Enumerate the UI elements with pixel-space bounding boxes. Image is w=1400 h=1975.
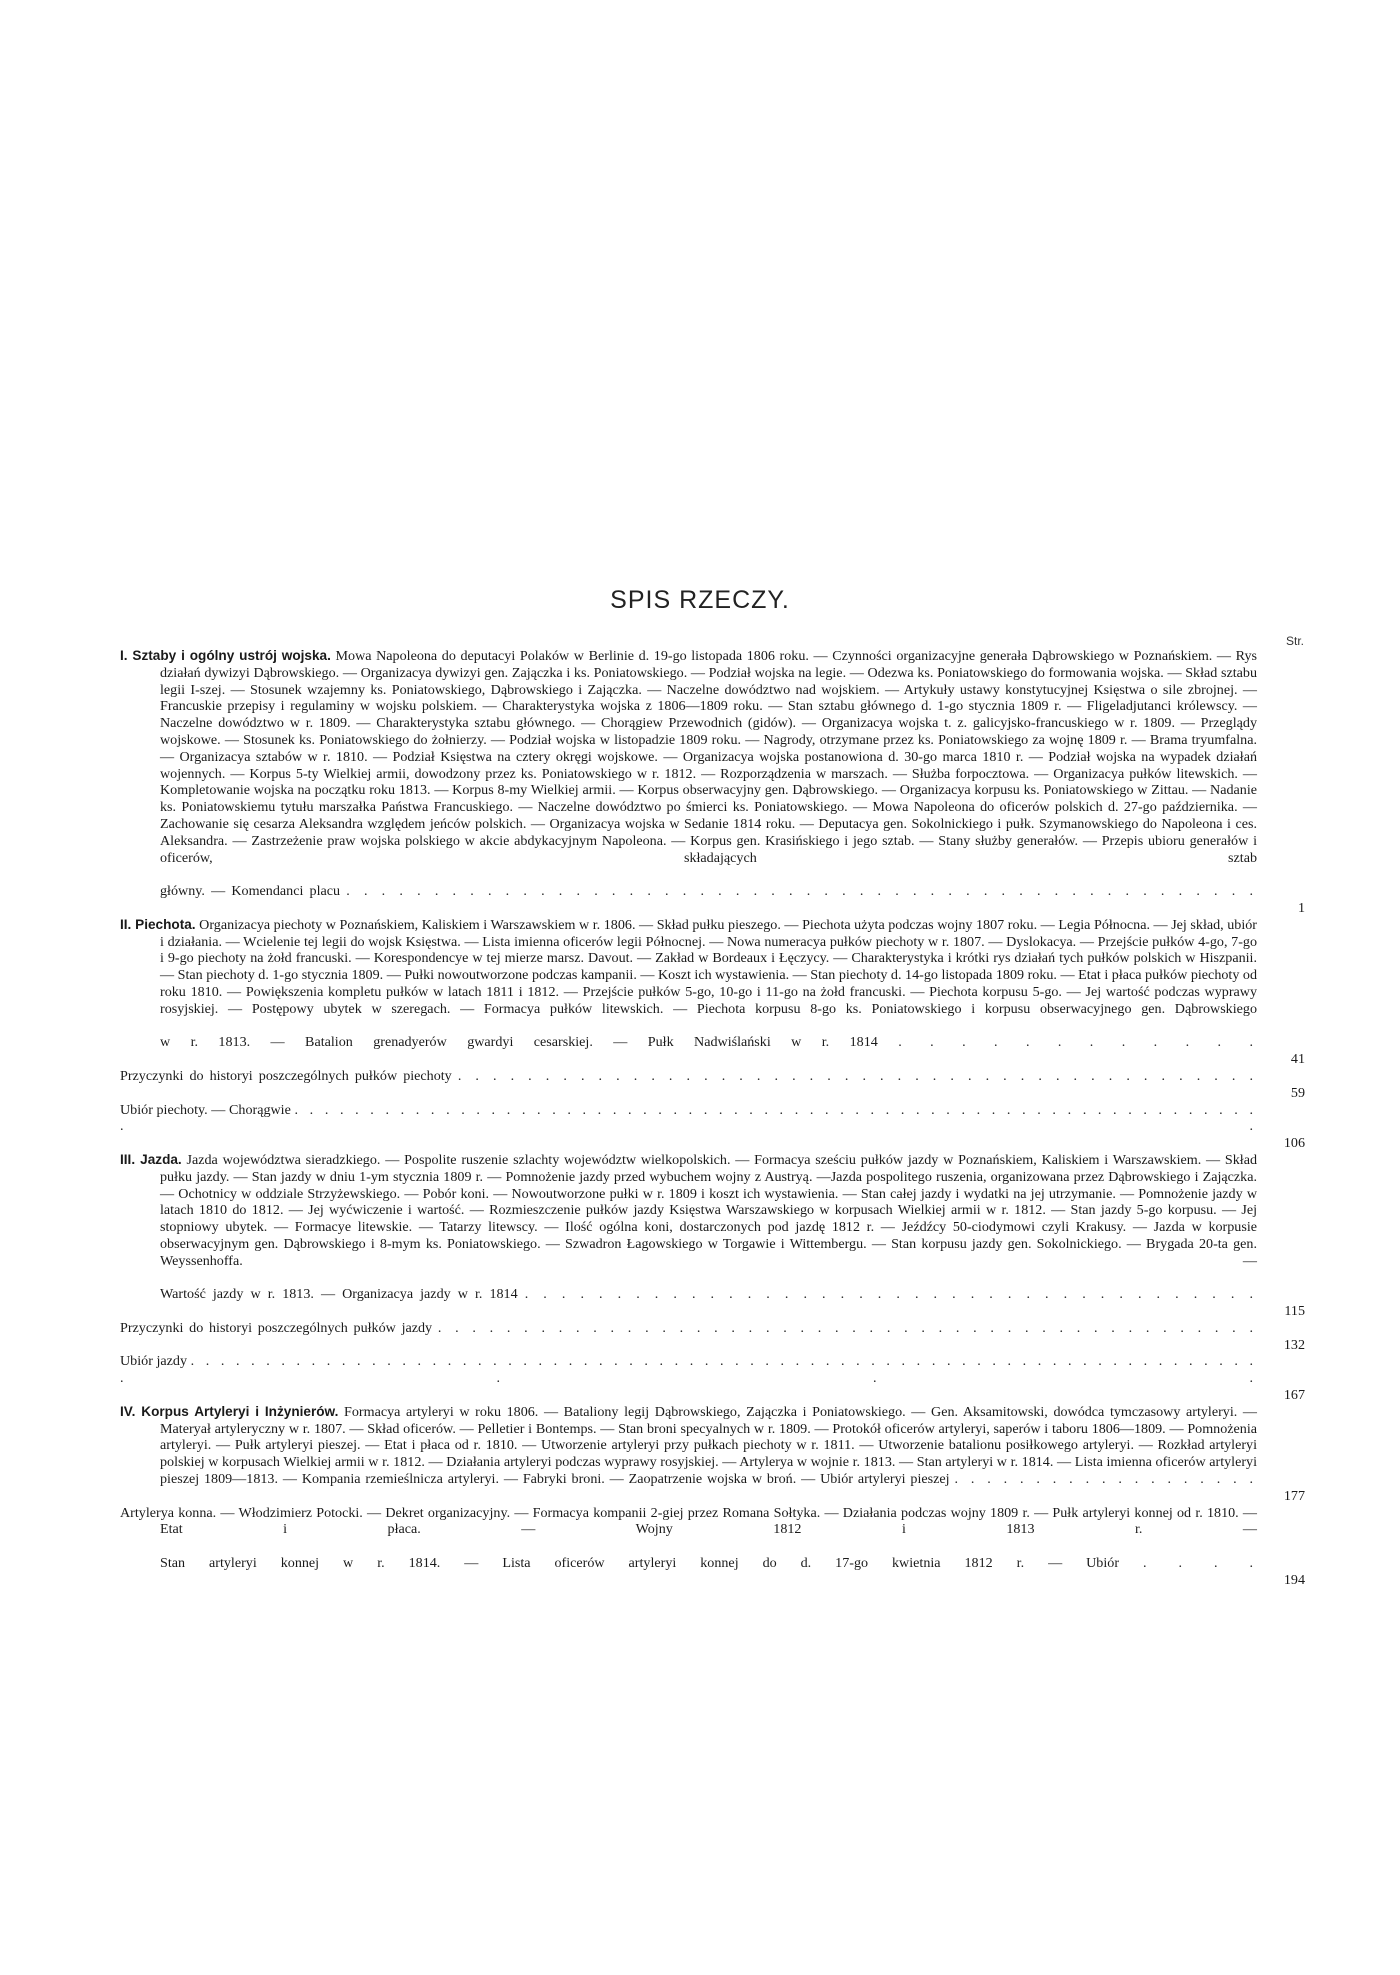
toc-page-number: 1: [1297, 899, 1305, 916]
toc-entry-ubior-jazdy: Ubiór jazdy . . . . . . . . . . . . . . . . . . . . . . . . . . . . . . . . . . . . . . . . . . . . . . . . . . . . . . . . . . . . . . . . . . . . . . . . . . . 167: [120, 1353, 1305, 1404]
toc-entry-artyleria: IV. Korpus Artyleryi i Inżynierów. Formacya artyleryi w roku 1806. — Bataliony legij Dąbrowskiego, Zajączka i Poniatowskiego. — Gen. Aksamitowski, dowódca tymczasowy artyleryi. — Materyał artyleryczny w r. 1807. — Skład oficerów. — Pelletier i Bontemps. — Stan broni specyalnych w r. 1809. — Protokół oficerów artyleryi, saperów i taboru 1806—1809. — Pomnożenia artyleryi. — Pułk artyleryi pieszej. — Etat i płaca od r. 1810. — Utworzenie artyleryi przy pułkach piechoty w r. 1811. — Utworzenie batalionu posiłkowego artyleryi. — Rozkład artyleryi polskiej w korpusach Wielkiej armii w r. 1812. — Działania artyleryi podczas wyprawy rosyjskiej. — Artylerya w wojnie r. 1813. — Stan artyleryi w r. 1814. — Lista imienna oficerów artyleryi pieszej 1809—1813. — Kompania rzemieślnicza artyleryi. — Fabryki broni. — Zaopatrzenie wojska w broń. — Ubiór artyleryi pieszej . . . . . . . . . . . . . . . . . . . 177: [120, 1403, 1305, 1504]
toc-page-number: 194: [1283, 1571, 1305, 1588]
toc-entry-ubior-piechoty: Ubiór piechoty. — Chorągwie . . . . . . . . . . . . . . . . . . . . . . . . . . . . . . . . . . . . . . . . . . . . . . . . . . . . . . . . . . . . . . . . . . 106: [120, 1101, 1305, 1152]
toc-entry-artylerya-konna: Artylerya konna. — Włodzimierz Potocki. — Dekret organizacyjny. — Formacya kompanii 2-giej przez Romana Sołtyka. — Działania podczas wojny 1809 r. — Pułk artyleryi konnej od r. 1810. — Etat i płaca. — Wojny 1812 i 1813 r. — Stan artyleryi konnej w r. 1814. — Lista oficerów artyleryi konnej do d. 17-go kwietnia 1812 r. — Ubiór . . . . 194: [120, 1504, 1305, 1588]
toc-entry-text: Organizacya piechoty w Poznańskiem, Kaliskiem i Warszawskiem w r. 1806. — Skład pułku pieszego. — Piechota użyta podczas wojny 1807 roku. — Legia Północna. — Jej skład, ubiór i działania. — Wcielenie tej legii do wojsk Księstwa. — Lista imienna oficerów legii Północnej. — Nowa numeracya pułków piechoty w r. 1807. — Dyslokacya. — Przejście pułków 4-go, 7-go i 9-go piechoty na żołd francuski. — Korespondencye w tej mierze marsz. Davout. — Zakład w Bordeaux i Łęczycy. — Charakterystyka i krótki rys działań tych pułków polskich w Hiszpanii. — Stan piechoty d. 1-go stycznia 1809. — Pułki nowoutworzone podczas kampanii. — Koszt ich wystawienia. — Stan piechoty d. 14-go listopada 1809 roku. — Etat i płaca pułków piechoty od roku 1810. — Powiększenia kompletu pułków w latach 1811 i 1812. — Przejście pułków 5-go, 10-go i 11-go na żołd francuski. — Piechota korpusu 5-go. — Jej wartość podczas wyprawy rosyjskiej. — Postępowy ubytek w szeregach. — Formacya pułków litewskich. — Piechota korpusu 8-go ks. Poniatowskiego i korpusu obserwacyjnego gen. Dąbrowskiego: [160, 916, 1257, 1017]
toc-entry-text: Formacya artyleryi w roku 1806. — Bataliony legij Dąbrowskiego, Zajączka i Poniatowskiego. — Gen. Aksamitowski, dowódca tymczasowy artyleryi. — Materyał artyleryczny w r. 1807. — Skład oficerów. — Pelletier i Bontemps. — Stan broni specyalnych w r. 1809. — Protokół oficerów artyleryi, saperów i taboru 1806—1809. — Pomnożenia artyleryi. — Pułk artyleryi pieszej. — Etat i płaca od r. 1810. — Utworzenie artyleryi przy pułkach piechoty w r. 1811. — Utworzenie batalionu posiłkowego artyleryi. — Rozkład artyleryi polskiej w korpusach Wielkiej armii w r. 1812. — Działania artyleryi podczas wyprawy rosyjskiej. — Artylerya w wojnie r. 1813. — Stan artyleryi w r. 1814. — Lista imienna oficerów artyleryi pieszej 1809—1813. — Kompania rzemieślnicza artyleryi. — Fabryki broni. — Zaopatrzenie wojska w broń. — Ubiór artyleryi pieszej: [160, 1403, 1257, 1488]
page-column-label: Str.: [1285, 634, 1304, 648]
toc-entry-sztaby: I. Sztaby i ogólny ustrój wojska. Mowa Napoleona do deputacyi Polaków w Berlinie d. 19-go listopada 1806 roku. — Czynności organizacyjne generała Dąbrowskiego w Poznańskiem. — Rys działań dywizyi Dąbrowskiego. — Organizacya dywizyi gen. Zajączka i ks. Poniatowskiego. — Podział wojska na legie. — Odezwa ks. Poniatowskiego do formowania wojska. — Skład sztabu legii I-szej. — Stosunek wzajemny ks. Poniatowskiego, Dąbrowskiego i Zajączka. — Naczelne dowództwo nad wojskiem. — Artykuły ustawy konstytucyjnej Księstwa o sile zbrojnej. — Francuskie przepisy i regulaminy w wojsku polskiem. — Charakterystyka wojska z 1806—1809 roku. — Stan sztabu głównego d. 1-go stycznia 1809 r. — Fligeladjutanci królewscy. — Naczelne dowództwo w r. 1809. — Charakterystyka sztabu głównego. — Chorągiew Przewodnich (gidów). — Organizacya wojska t. z. galicyjsko-francuskiego w r. 1809. — Przeglądy wojskowe. — Stosunek ks. Poniatowskiego do żołnierzy. — Podział wojska w listopadzie 1809 roku. — Nagrody, otrzymane przez ks. Poniatowskiego za wojnę 1809 r. — Brama tryumfalna. — Organizacya sztabów w r. 1810. — Podział Księstwa na cztery okręgi wojskowe. — Organizacya wojska postanowiona d. 30-go marca 1810 r. — Podział wojska na wypadek działań wojennych. — Korpus 5-ty Wielkiej armii, dowodzony przez ks. Poniatowskiego w r. 1812. — Rozporządzenia w marszach. — Służba forpocztowa. — Organizacya pułków litewskich. — Kompletowanie wojska na początku roku 1813. — Korpus 8-my Wielkiej armii. — Korpus obserwacyjny gen. Dąbrowskiego. — Organizacya korpusu ks. Poniatowskiego w Zittau. — Nadanie ks. Poniatowskiemu tytułu marszałka Państwa Francuskiego. — Naczelne dowództwo po śmierci ks. Poniatowskiego. — Mowa Napoleona do oficerów polskich d. 27-go października. — Zachowanie się cesarza Aleksandra względem jeńców polskich. — Organizacya wojska w Sedanie 1814 roku. — Deputacya gen. Sokolnickiego i pułk. Szymanowskiego do Napoleona i ces. Aleksandra. — Zastrzeżenie praw wojska polskiego w akcie abdykacyjnym Napoleona. — Korpus gen. Krasińskiego i jego sztab. — Stany służby generałów. — Przepis ubioru generałów i oficerów, składających sztab główny. — Komendanci placu . . . . . . . . . . . . . . . . . . . . . . . . . . . . . . . . . . . . . . . . . . . . . . . . . . . . 1: [120, 648, 1305, 916]
toc-page-number: 41: [1290, 1051, 1305, 1068]
toc-page-number: 59: [1290, 1084, 1305, 1101]
toc-heading: III. Jazda.: [120, 1151, 182, 1167]
toc-entry-jazda: III. Jazda. Jazda województwa sieradzkiego. — Pospolite ruszenie szlachty województw wielkopolskich. — Formacya sześciu pułków jazdy w Poznańskiem, Kaliskiem i Warszawskiem. — Skład pułku jazdy. — Stan jazdy w dniu 1-ym stycznia 1809 r. — Pomnożenie jazdy przed wybuchem wojny z Austryą. —Jazda pospolitego ruszenia, organizowana przez Dąbrowskiego i Zajączka. — Ochotnicy w oddziale Strzyżewskiego. — Pobór koni. — Nowoutworzone pułki w r. 1809 i koszt ich wystawienia. — Stan całej jazdy i wydatki na jej utrzymanie. — Pomnożenie jazdy w latach 1810 do 1812. — Jej wyćwiczenie i wartość. — Rozmieszczenie pułków jazdy Księstwa Warszawskiego w korpusach Wielkiej armii w r. 1812. — Stan jazdy 5-go korpusu. — Jej stopniowy ubytek. — Formacye litewskie. — Tatarzy litewscy. — Ilość ogólna koni, dostarczonych pod jazdę 1812 r. — Jeźdźcy 50-ciodymowi czyli Krakusy. — Jazda w korpusie obserwacyjnym gen. Dąbrowskiego i 8-mym ks. Poniatowskiego. — Szwadron Łagowskiego w Torgawie i Wittembergu. — Stan korpusu jazdy gen. Sokolnickiego. — Brygada 20-ta gen. Weyssenhoffa. — Wartość jazdy w r. 1813. — Organizacya jazdy w r. 1814 . . . . . . . . . . . . . . . . . . . . . . . . . . . . . . . . . . . . . . . . 115: [120, 1151, 1305, 1320]
toc-page-number: 132: [1283, 1336, 1305, 1353]
toc-entry-last-line: główny. — Komendanci placu: [160, 883, 341, 900]
toc-entry-przyczynki-piechoty: Przyczynki do historyi poszczególnych pułków piechoty . . . . . . . . . . . . . . . . . . . . . . . . . . . . . . . . . . . . . . . . . . . . . . 59: [120, 1067, 1305, 1101]
toc-entry-text: Przyczynki do historyi poszczególnych pułków piechoty: [120, 1067, 452, 1084]
toc-page-number: 115: [1284, 1303, 1305, 1320]
toc-entry-last-line: w r. 1813. — Batalion grenadyerów gwardyi cesarskiej. — Pułk Nadwiślański w r. 1814: [160, 1034, 878, 1051]
toc-entry-last-line: Stan artyleryi konnej w r. 1814. — Lista oficerów artyleryi konnej do d. 17-go kwietnia 1812 r. — Ubiór: [160, 1555, 1120, 1572]
toc-entry-text: Ubiór piechoty. — Chorągwie: [120, 1101, 291, 1118]
toc-heading: IV. Korpus Artyleryi i Inżynierów.: [120, 1403, 339, 1419]
page-title: SPIS RZECZY.: [610, 586, 790, 614]
table-of-contents: [120, 648, 1305, 1589]
toc-page-number: 106: [1283, 1135, 1305, 1152]
toc-entry-text: Jazda województwa sieradzkiego. — Pospolite ruszenie szlachty województw wielkopolskich. — Formacya sześciu pułków jazdy w Poznańskiem, Kaliskiem i Warszawskiem. — Skład pułku jazdy. — Stan jazdy w dniu 1-ym stycznia 1809 r. — Pomnożenie jazdy przed wybuchem wojny z Austryą. —Jazda pospolitego ruszenia, organizowana przez Dąbrowskiego i Zajączka. — Ochotnicy w oddziale Strzyżewskiego. — Pobór koni. — Nowoutworzone pułki w r. 1809 i koszt ich wystawienia. — Stan całej jazdy i wydatki na jej utrzymanie. — Pomnożenie jazdy w latach 1810 do 1812. — Jej wyćwiczenie i wartość. — Rozmieszczenie pułków jazdy Księstwa Warszawskiego w korpusach Wielkiej armii w r. 1812. — Stan jazdy 5-go korpusu. — Jej stopniowy ubytek. — Formacye litewskie. — Tatarzy litewscy. — Ilość ogólna koni, dostarczonych pod jazdę 1812 r. — Jeźdźcy 50-ciodymowi czyli Krakusy. — Jazda w korpusie obserwacyjnym gen. Dąbrowskiego i 8-mym ks. Poniatowskiego. — Szwadron Łagowskiego w Torgawie i Wittembergu. — Stan korpusu jazdy gen. Sokolnickiego. — Brygada 20-ta gen. Weyssenhoffa. —: [160, 1151, 1257, 1269]
toc-heading: I. Sztaby i ogólny ustrój wojska.: [120, 648, 331, 663]
toc-heading: II. Piechota.: [120, 916, 196, 932]
toc-page-number: 177: [1283, 1487, 1305, 1504]
toc-entry-przyczynki-jazdy: Przyczynki do historyi poszczególnych pułków jazdy . . . . . . . . . . . . . . . . . . . . . . . . . . . . . . . . . . . . . . . . . . . . . . . . 132: [120, 1319, 1305, 1353]
toc-entry-text: Ubiór jazdy: [120, 1353, 188, 1370]
toc-entry-piechota: II. Piechota. Organizacya piechoty w Poznańskiem, Kaliskiem i Warszawskiem w r. 1806. — Skład pułku pieszego. — Piechota użyta podczas wojny 1807 roku. — Legia Północna. — Jej skład, ubiór i działania. — Wcielenie tej legii do wojsk Księstwa. — Lista imienna oficerów legii Północnej. — Nowa numeracya pułków piechoty w r. 1807. — Dyslokacya. — Przejście pułków 4-go, 7-go i 9-go piechoty na żołd francuski. — Korespondencye w tej mierze marsz. Davout. — Zakład w Bordeaux i Łęczycy. — Charakterystyka i krótki rys działań tych pułków polskich w Hiszpanii. — Stan piechoty d. 1-go stycznia 1809. — Pułki nowoutworzone podczas kampanii. — Koszt ich wystawienia. — Stan piechoty d. 14-go listopada 1809 roku. — Etat i płaca pułków piechoty od roku 1810. — Powiększenia kompletu pułków w latach 1811 i 1812. — Przejście pułków 5-go, 10-go i 11-go na żołd francuski. — Piechota korpusu 5-go. — Jej wartość podczas wyprawy rosyjskiej. — Postępowy ubytek w szeregach. — Formacya pułków litewskich. — Piechota korpusu 8-go ks. Poniatowskiego i korpusu obserwacyjnego gen. Dąbrowskiego w r. 1813. — Batalion grenadyerów gwardyi cesarskiej. — Pułk Nadwiślański w r. 1814 . . . . . . . . . . . . 41: [120, 916, 1305, 1068]
toc-entry-last-line: Wartość jazdy w r. 1813. — Organizacya jazdy w r. 1814: [160, 1286, 518, 1303]
document-page: [120, 0, 1310, 1975]
toc-entry-text: Mowa Napoleona do deputacyi Polaków w Berlinie d. 19-go listopada 1806 roku. — Czynności organizacyjne generała Dąbrowskiego w Poznańskiem. — Rys działań dywizyi Dąbrowskiego. — Organizacya dywizyi gen. Zajączka i ks. Poniatowskiego. — Podział wojska na legie. — Odezwa ks. Poniatowskiego do formowania wojska. — Skład sztabu legii I-szej. — Stosunek wzajemny ks. Poniatowskiego, Dąbrowskiego i Zajączka. — Naczelne dowództwo nad wojskiem. — Artykuły ustawy konstytucyjnej Księstwa o sile zbrojnej. — Francuskie przepisy i regulaminy w wojsku polskiem. — Charakterystyka wojska z 1806—1809 roku. — Stan sztabu głównego d. 1-go stycznia 1809 r. — Fligeladjutanci królewscy. — Naczelne dowództwo w r. 1809. — Charakterystyka sztabu głównego. — Chorągiew Przewodnich (gidów). — Organizacya wojska t. z. galicyjsko-francuskiego w r. 1809. — Przeglądy wojskowe. — Stosunek ks. Poniatowskiego do żołnierzy. — Podział wojska w listopadzie 1809 roku. — Nagrody, otrzymane przez ks. Poniatowskiego za wojnę 1809 r. — Brama tryumfalna. — Organizacya sztabów w r. 1810. — Podział Księstwa na cztery okręgi wojskowe. — Organizacya wojska postanowiona d. 30-go marca 1810 r. — Podział wojska na wypadek działań wojennych. — Korpus 5-ty Wielkiej armii, dowodzony przez ks. Poniatowskiego w r. 1812. — Rozporządzenia w marszach. — Służba forpocztowa. — Organizacya pułków litewskich. — Kompletowanie wojska na początku roku 1813. — Korpus 8-my Wielkiej armii. — Korpus obserwacyjny gen. Dąbrowskiego. — Organizacya korpusu ks. Poniatowskiego w Zittau. — Nadanie ks. Poniatowskiemu tytułu marszałka Państwa Francuskiego. — Naczelne dowództwo po śmierci ks. Poniatowskiego. — Mowa Napoleona do oficerów polskich d. 27-go października. — Zachowanie się cesarza Aleksandra względem jeńców polskich. — Organizacya wojska w Sedanie 1814 roku. — Deputacya gen. Sokolnickiego i pułk. Szymanowskiego do Napoleona i ces. Aleksandra. — Zastrzeżenie praw wojska polskiego w akcie abdykacyjnym Napoleona. — Korpus gen. Krasińskiego i jego sztab. — Stany służby generałów. — Przepis ubioru generałów i oficerów, składających sztab: [160, 648, 1257, 866]
toc-page-number: 167: [1283, 1387, 1305, 1404]
toc-entry-text: Artylerya konna. — Włodzimierz Potocki. — Dekret organizacyjny. — Formacya kompanii 2-giej przez Romana Sołtyka. — Działania podczas wojny 1809 r. — Pułk artyleryi konnej od r. 1810. — Etat i płaca. — Wojny 1812 i 1813 r. —: [120, 1504, 1257, 1538]
toc-entry-text: Przyczynki do historyi poszczególnych pułków jazdy: [120, 1319, 433, 1336]
